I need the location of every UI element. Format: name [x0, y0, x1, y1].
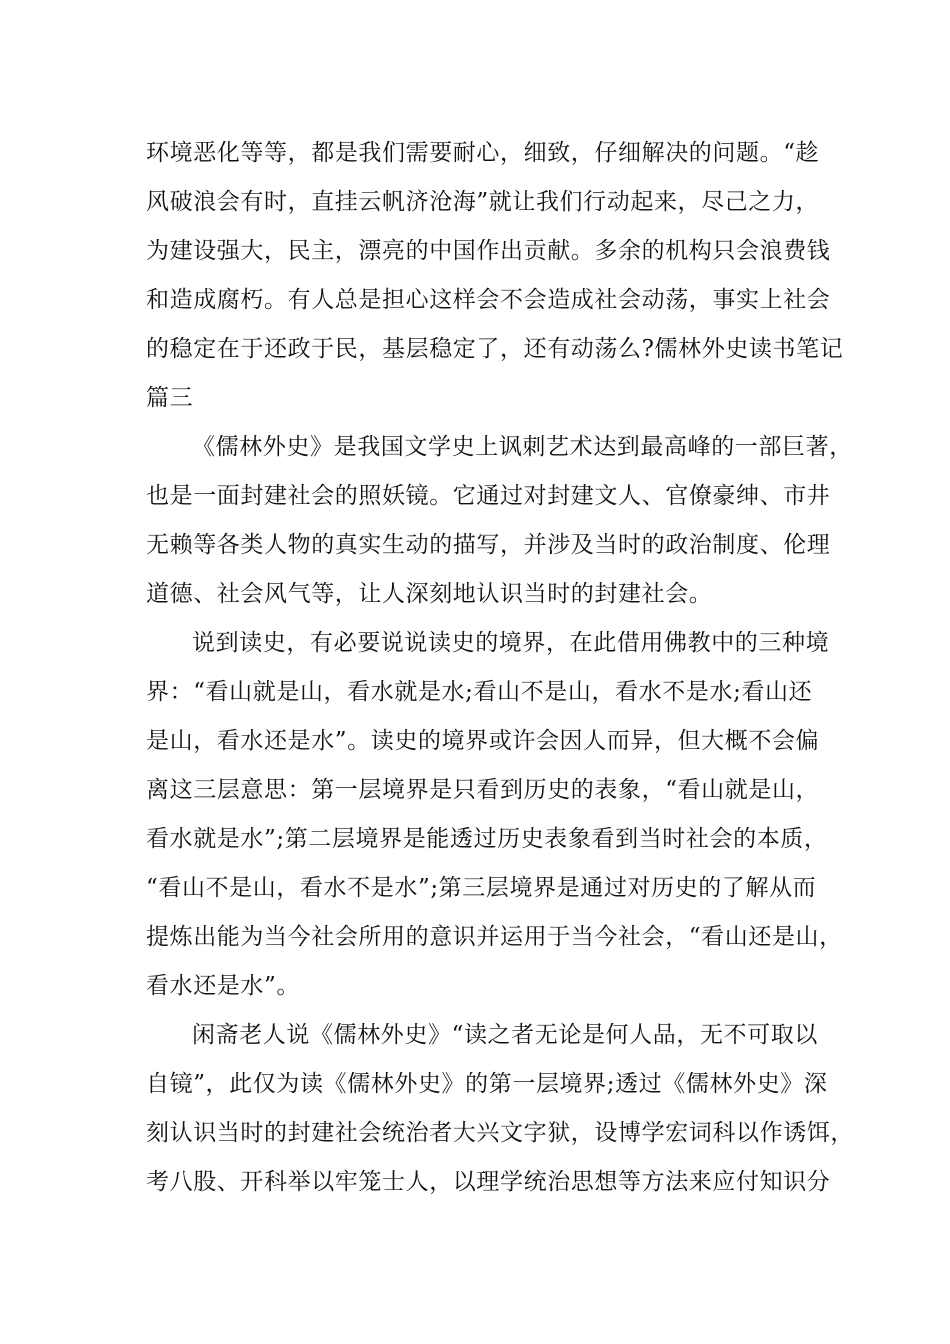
text-line: 刻认识当时的封建社会统治者大兴文字狱，设博学宏词科以作诱饵，	[146, 1120, 854, 1146]
text-line: 篇三	[146, 385, 194, 411]
text-line: 道德、社会风气等，让人深刻地认识当时的封建社会。	[146, 581, 713, 607]
text-line: 说到读史，有必要说说读史的境界，在此借用佛教中的三种境	[192, 630, 830, 656]
text-line: 考八股、开科举以牢笼士人，以理学统治思想等方法来应付知识分	[146, 1169, 831, 1195]
text-line: 闲斋老人说《儒林外史》“读之者无论是何人品，无不可取以	[192, 1022, 818, 1048]
text-line: 《儒林外史》是我国文学史上讽刺艺术达到最高峰的一部巨著，	[192, 434, 853, 460]
text-line: 看水就是水”;第二层境界是能透过历史表象看到当时社会的本质，	[146, 826, 828, 852]
text-line: 是山，看水还是水”。读史的境界或许会因人而异，但大概不会偏	[146, 728, 820, 754]
text-line: 离这三层意思：第一层境界是只看到历史的表象，“看山就是山，	[146, 777, 820, 803]
text-line: “看山不是山，看水不是水”;第三层境界是通过对历史的了解从而	[146, 875, 817, 901]
text-line: 环境恶化等等，都是我们需要耐心，细致，仔细解决的问题。“趁	[146, 140, 820, 166]
paragraph-xianzhai	[146, 1011, 854, 1207]
text-line: 和造成腐朽。有人总是担心这样会不会造成社会动荡，事实上社会	[146, 287, 831, 313]
document-body	[146, 129, 854, 1207]
paragraph-intro	[146, 423, 853, 619]
text-line: 为建设强大，民主，漂亮的中国作出贡献。多余的机构只会浪费钱	[146, 238, 831, 264]
text-line: 的稳定在于还政于民，基层稳定了，还有动荡么?儒林外史读书笔记	[146, 336, 844, 362]
text-line: 看水还是水”。	[146, 973, 300, 999]
paragraph-three-realms	[146, 619, 843, 1011]
paragraph-continuation	[146, 129, 844, 423]
text-line: 无赖等各类人物的真实生动的描写，并涉及当时的政治制度、伦理	[146, 532, 831, 558]
text-line: 界：“看山就是山，看水就是水;看山不是山，看水不是水;看山还	[146, 679, 813, 705]
text-line: 自镜”，此仅为读《儒林外史》的第一层境界;透过《儒林外史》深	[146, 1071, 828, 1097]
text-line: 提炼出能为当今社会所用的意识并运用于当今社会，“看山还是山，	[146, 924, 843, 950]
text-line: 也是一面封建社会的照妖镜。它通过对封建文人、官僚豪绅、市井	[146, 483, 831, 509]
text-line: 风破浪会有时，直挂云帆济沧海”就让我们行动起来，尽己之力，	[146, 189, 820, 215]
